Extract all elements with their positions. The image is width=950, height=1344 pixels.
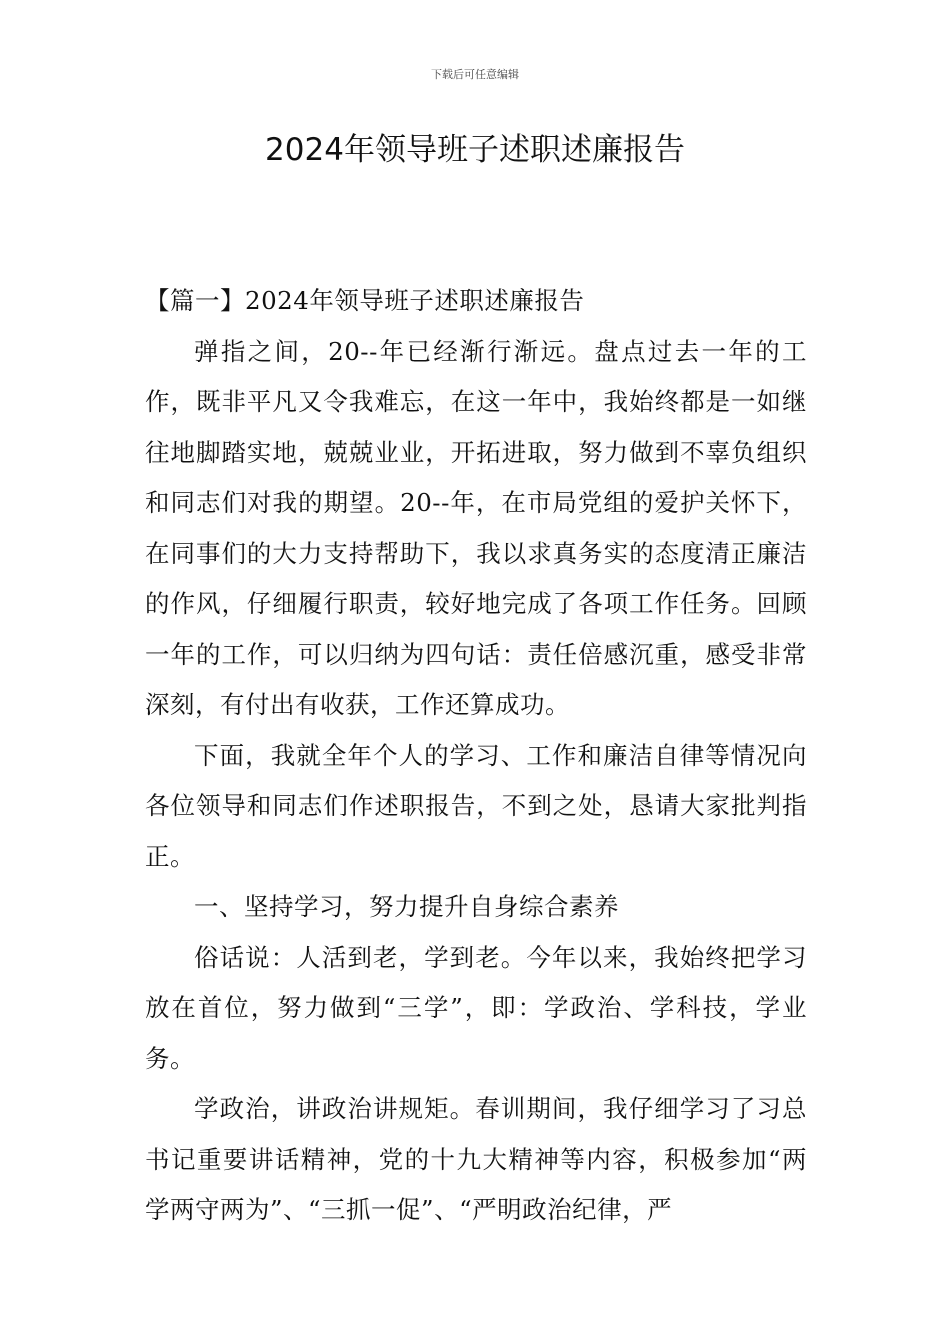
paragraph: 弹指之间，20--年已经渐行渐远。盘点过去一年的工作，既非平凡又令我难忘，在这一年中，我始终都是一如继往地脚踏实地，兢兢业业，开拓进取，努力做到不辜负组织和同志们对我的期望。20--年，在市局党组的爱护关怀下，在同事们的大力支持帮助下，我以求真务实的态度清正廉洁的作风，仔细履行职责，较好地完成了各项工作任务。回顾一年的工作，可以归纳为四句话：责任倍感沉重，感受非常深刻，有付出有收获，工作还算成功。 (145, 336, 807, 719)
document-title: 2024年领导班子述职述廉报告 (265, 132, 685, 168)
section-heading: 【篇一】2024年领导班子述职述廉报告 (145, 286, 585, 315)
paragraph: 俗话说：人活到老，学到老。今年以来，我始终把学习放在首位，努力做到“三学”，即：学政治、学科技，学业务。 (145, 942, 807, 1073)
subsection-heading: 一、坚持学习，努力提升自身综合素养 (194, 892, 619, 921)
document-body (145, 276, 807, 1236)
paragraph: 下面，我就全年个人的学习、工作和廉洁自律等情况向各位领导和同志们作述职报告，不到之处，恳请大家批判指正。 (145, 740, 807, 871)
header-note: 下载后可任意编辑 (431, 68, 519, 81)
paragraph: 学政治，讲政治讲规矩。春训期间，我仔细学习了习总书记重要讲话精神，党的十九大精神等内容，积极参加“两学两守两为”、“三抓一促”、“严明政治纪律，严 (145, 1094, 807, 1224)
